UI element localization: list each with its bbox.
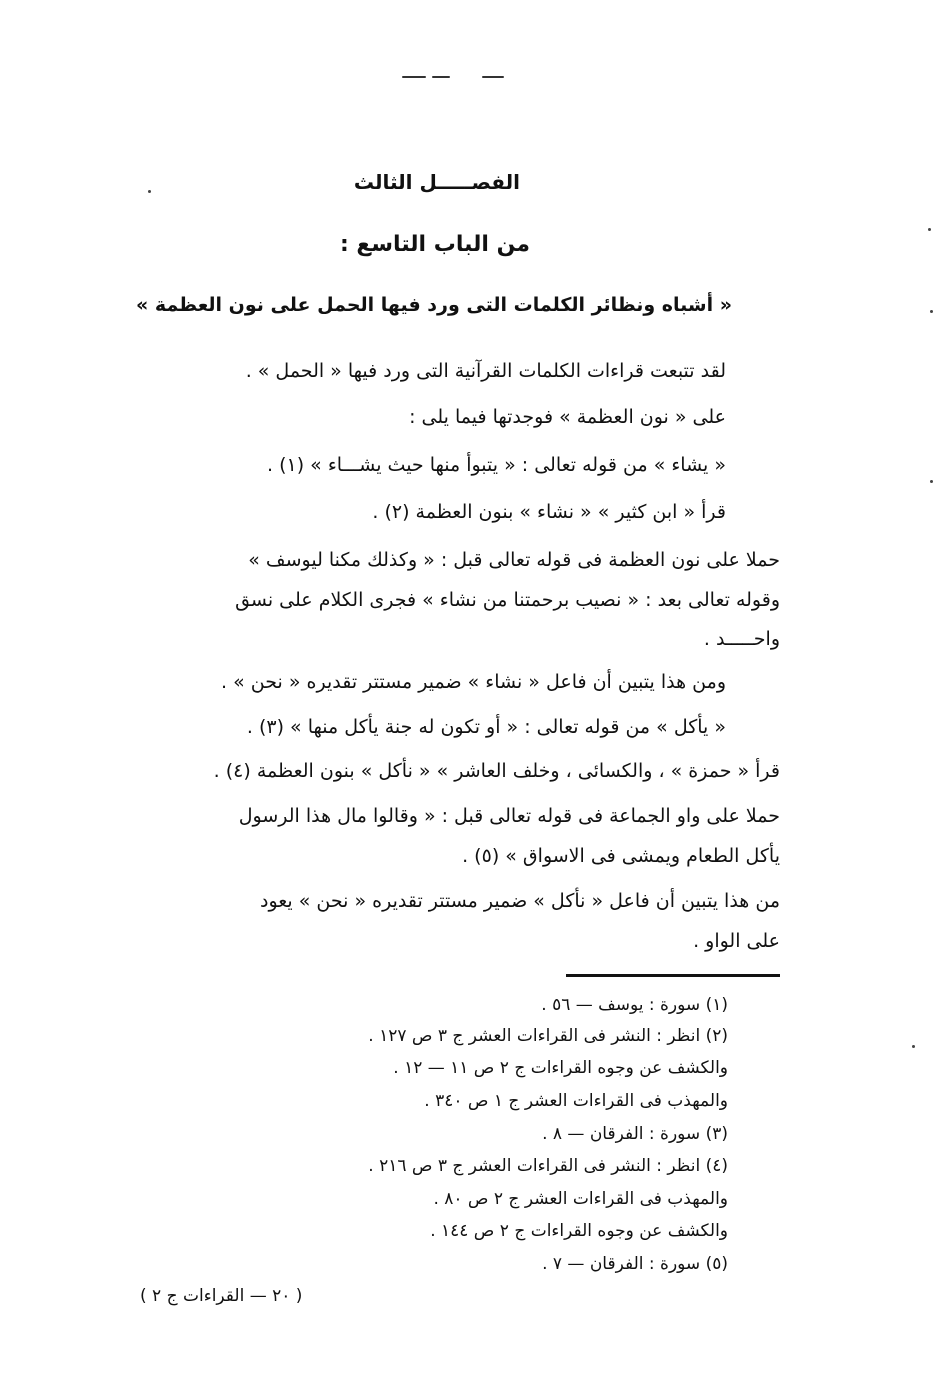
body-line: على الواو .	[693, 930, 780, 952]
footnote-line: (٢) انظر : النشر فى القراءات العشر ج ٣ ص ١٢٧ .	[368, 1026, 728, 1046]
page-footer-signature: ( ٢٠ — القراءات ج ٢ )	[140, 1286, 303, 1306]
footnote-line: والكشف عن وجوه القراءات ج ٢ ص ١١ — ١٢ .	[393, 1058, 728, 1078]
body-line: على « نون العظمة » فوجدتها فيما يلى :	[409, 406, 726, 428]
body-line: حملا على واو الجماعة فى قوله تعالى قبل : « وقالوا مال هذا الرسول	[238, 805, 780, 827]
footnote-line: (٣) سورة : الفرقان — ٨ .	[542, 1124, 728, 1144]
footnote-line: والمهذب فى القراءات العشر ج ١ ص ٣٤٠ .	[424, 1091, 728, 1111]
body-line: لقد تتبعت قراءات الكلمات القرآنية التى ورد فيها « الحمل » .	[245, 360, 726, 382]
footnote-separator	[566, 974, 780, 977]
scan-speck	[912, 1045, 915, 1048]
body-line: حملا على نون العظمة فى قوله تعالى قبل : « وكذلك مكنا ليوسف »	[248, 549, 780, 571]
body-line: « يأكل » من قوله تعالى : « أو تكون له جنة يأكل منها » (٣) .	[246, 716, 726, 738]
scan-speck	[928, 228, 931, 231]
footnote-line: (٥) سورة : الفرقان — ٧ .	[542, 1254, 728, 1274]
section-title: من الباب التاسع :	[339, 232, 530, 257]
body-line: قرأ « حمزة » ، والكسائى ، وخلف العاشر » « نأكل » بنون العظمة (٤) .	[213, 760, 780, 782]
body-line: وقوله تعالى بعد : « نصيب برحمتنا من نشاء » فجرى الكلام على نسق	[235, 589, 780, 611]
body-line: واحـــــد .	[703, 628, 780, 650]
body-line: من هذا يتبين أن فاعل « نأكل » ضمير مستتر تقديره « نحن » يعود	[259, 890, 780, 912]
body-line: يأكل الطعام ويمشى فى الاسواق » (٥) .	[462, 845, 780, 867]
chapter-title: الفصـــــل الثالث	[353, 170, 520, 194]
scan-speck	[930, 310, 933, 313]
body-line: « يشاء » من قوله تعالى : « يتبوأ منها حيث يشـــاء » (١) .	[267, 454, 726, 476]
body-line: ومن هذا يتبين أن فاعل « نشاء » ضمير مستتر تقديره « نحن » .	[221, 671, 726, 693]
body-line: قرأ « ابن كثير » « نشاء » بنون العظمة (٢) .	[372, 501, 726, 523]
top-ornament	[398, 70, 508, 84]
footnote-line: (٤) انظر : النشر فى القراءات العشر ج ٣ ص ٢١٦ .	[368, 1156, 728, 1176]
footnote-line: والمهذب فى القراءات العشر ج ٢ ص ٨٠ .	[433, 1189, 728, 1209]
scan-speck	[148, 190, 151, 193]
topic-heading: « أشباه ونظائر الكلمات التى ورد فيها الحمل على نون العظمة »	[136, 294, 732, 316]
footnote-line: (١) سورة : يوسف — ٥٦ .	[541, 995, 728, 1015]
footnote-line: والكشف عن وجوه القراءات ج ٢ ص ١٤٤ .	[430, 1221, 728, 1241]
scan-speck	[930, 480, 933, 483]
